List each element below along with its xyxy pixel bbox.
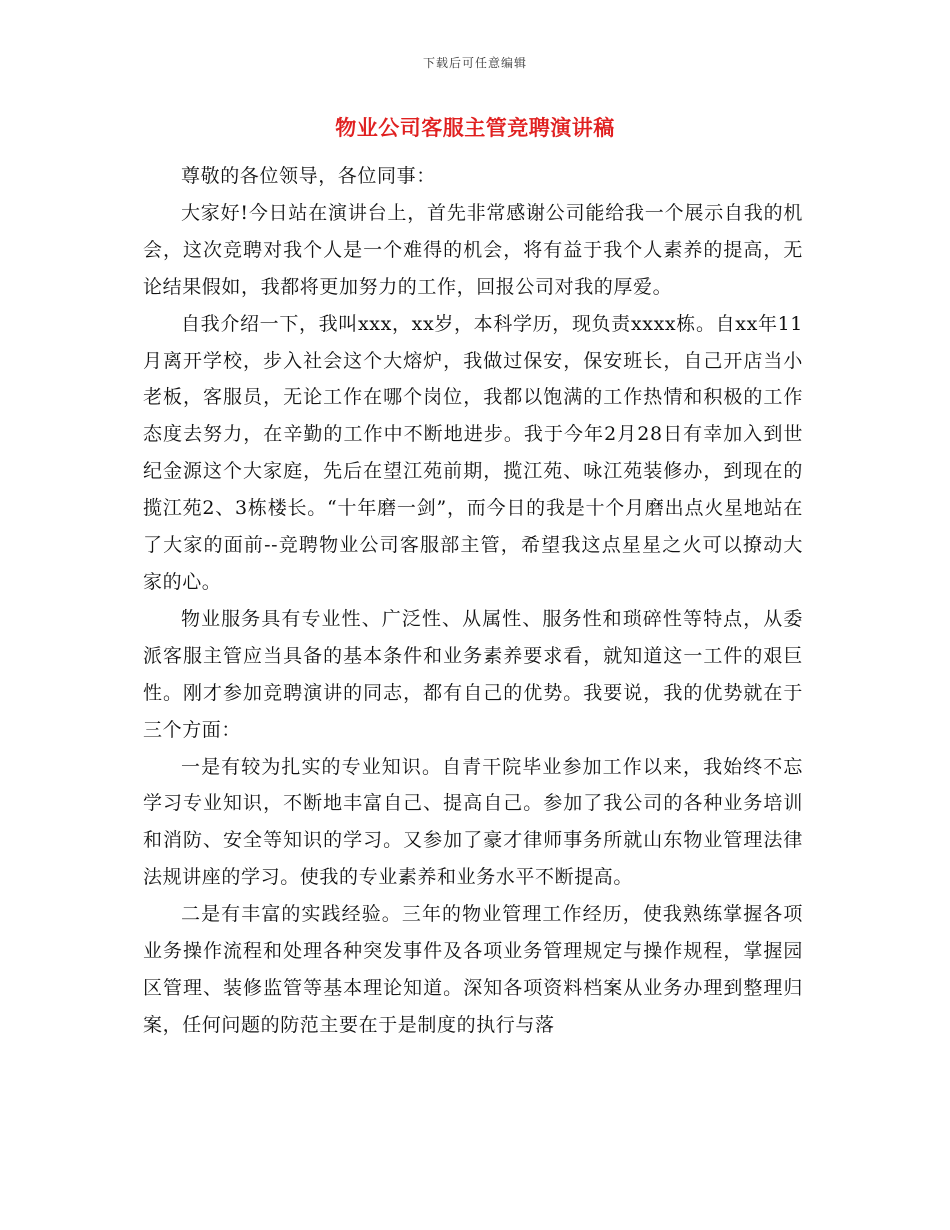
page-header: 下载后可任意编辑 [422,56,527,70]
paragraph-advantage-two: 二是有丰富的实践经验。三年的物业管理工作经历，使我熟练掌握各项业务操作流程和处理各种突发事件及各项业务管理规定与操作规程，掌握园区管理、装修监管等基本理论知道。深知各项资料档案从业务办理到整理归案，任何问题的防范主要在于是制度的执行与落 [143,903,803,1036]
paragraph-role-characteristics: 物业服务具有专业性、广泛性、从属性、服务性和琐碎性等特点，从委派客服主管应当具备的基本条件和业务素养要求看，就知道这一工件的艰巨性。刚才参加竞聘演讲的同志，都有自己的优势。我要说，我的优势就在于三个方面： [143,607,803,741]
paragraph-salutation: 尊敬的各位领导，各位同事： [181,165,436,187]
paragraph-self-introduction: 自我介绍一下，我叫xxx，xx岁，本科学历，现负责xxxx栋。自xx年11月离开学校，步入社会这个大熔炉，我做过保安，保安班长，自己开店当小老板，客服员，无论工作在哪个岗位，我都以饱满的工作热情和积极的工作态度去努力，在辛勤的工作中不断地进步。我于今年2月28日有幸加入到世纪金源这个大家庭，先后在望江苑前期，揽江苑、咏江苑装修办，到现在的揽江苑2、3栋楼长。“十年磨一剑”，而今日的我是十个月磨出点火星地站在了大家的面前--竞聘物业公司客服部主管，希望我这点星星之火可以撩动大家的心。 [143,312,803,593]
document-title: 物业公司客服主管竞聘演讲稿 [335,115,615,140]
paragraph-opening: 大家好!今日站在演讲台上，首先非常感谢公司能给我一个展示自我的机会，这次竞聘对我个人是一个难得的机会，将有益于我个人素养的提高，无论结果假如，我都将更加努力的工作，回报公司对我的厚爱。 [143,201,803,298]
document-body [143,158,803,1044]
paragraph-advantage-one: 一是有较为扎实的专业知识。自青干院毕业参加工作以来，我始终不忘学习专业知识，不断地丰富自己、提高自己。参加了我公司的各种业务培训和消防、安全等知识的学习。又参加了豪才律师事务所就山东物业管理法律法规讲座的学习。使我的专业素养和业务水平不断提高。 [143,755,803,889]
